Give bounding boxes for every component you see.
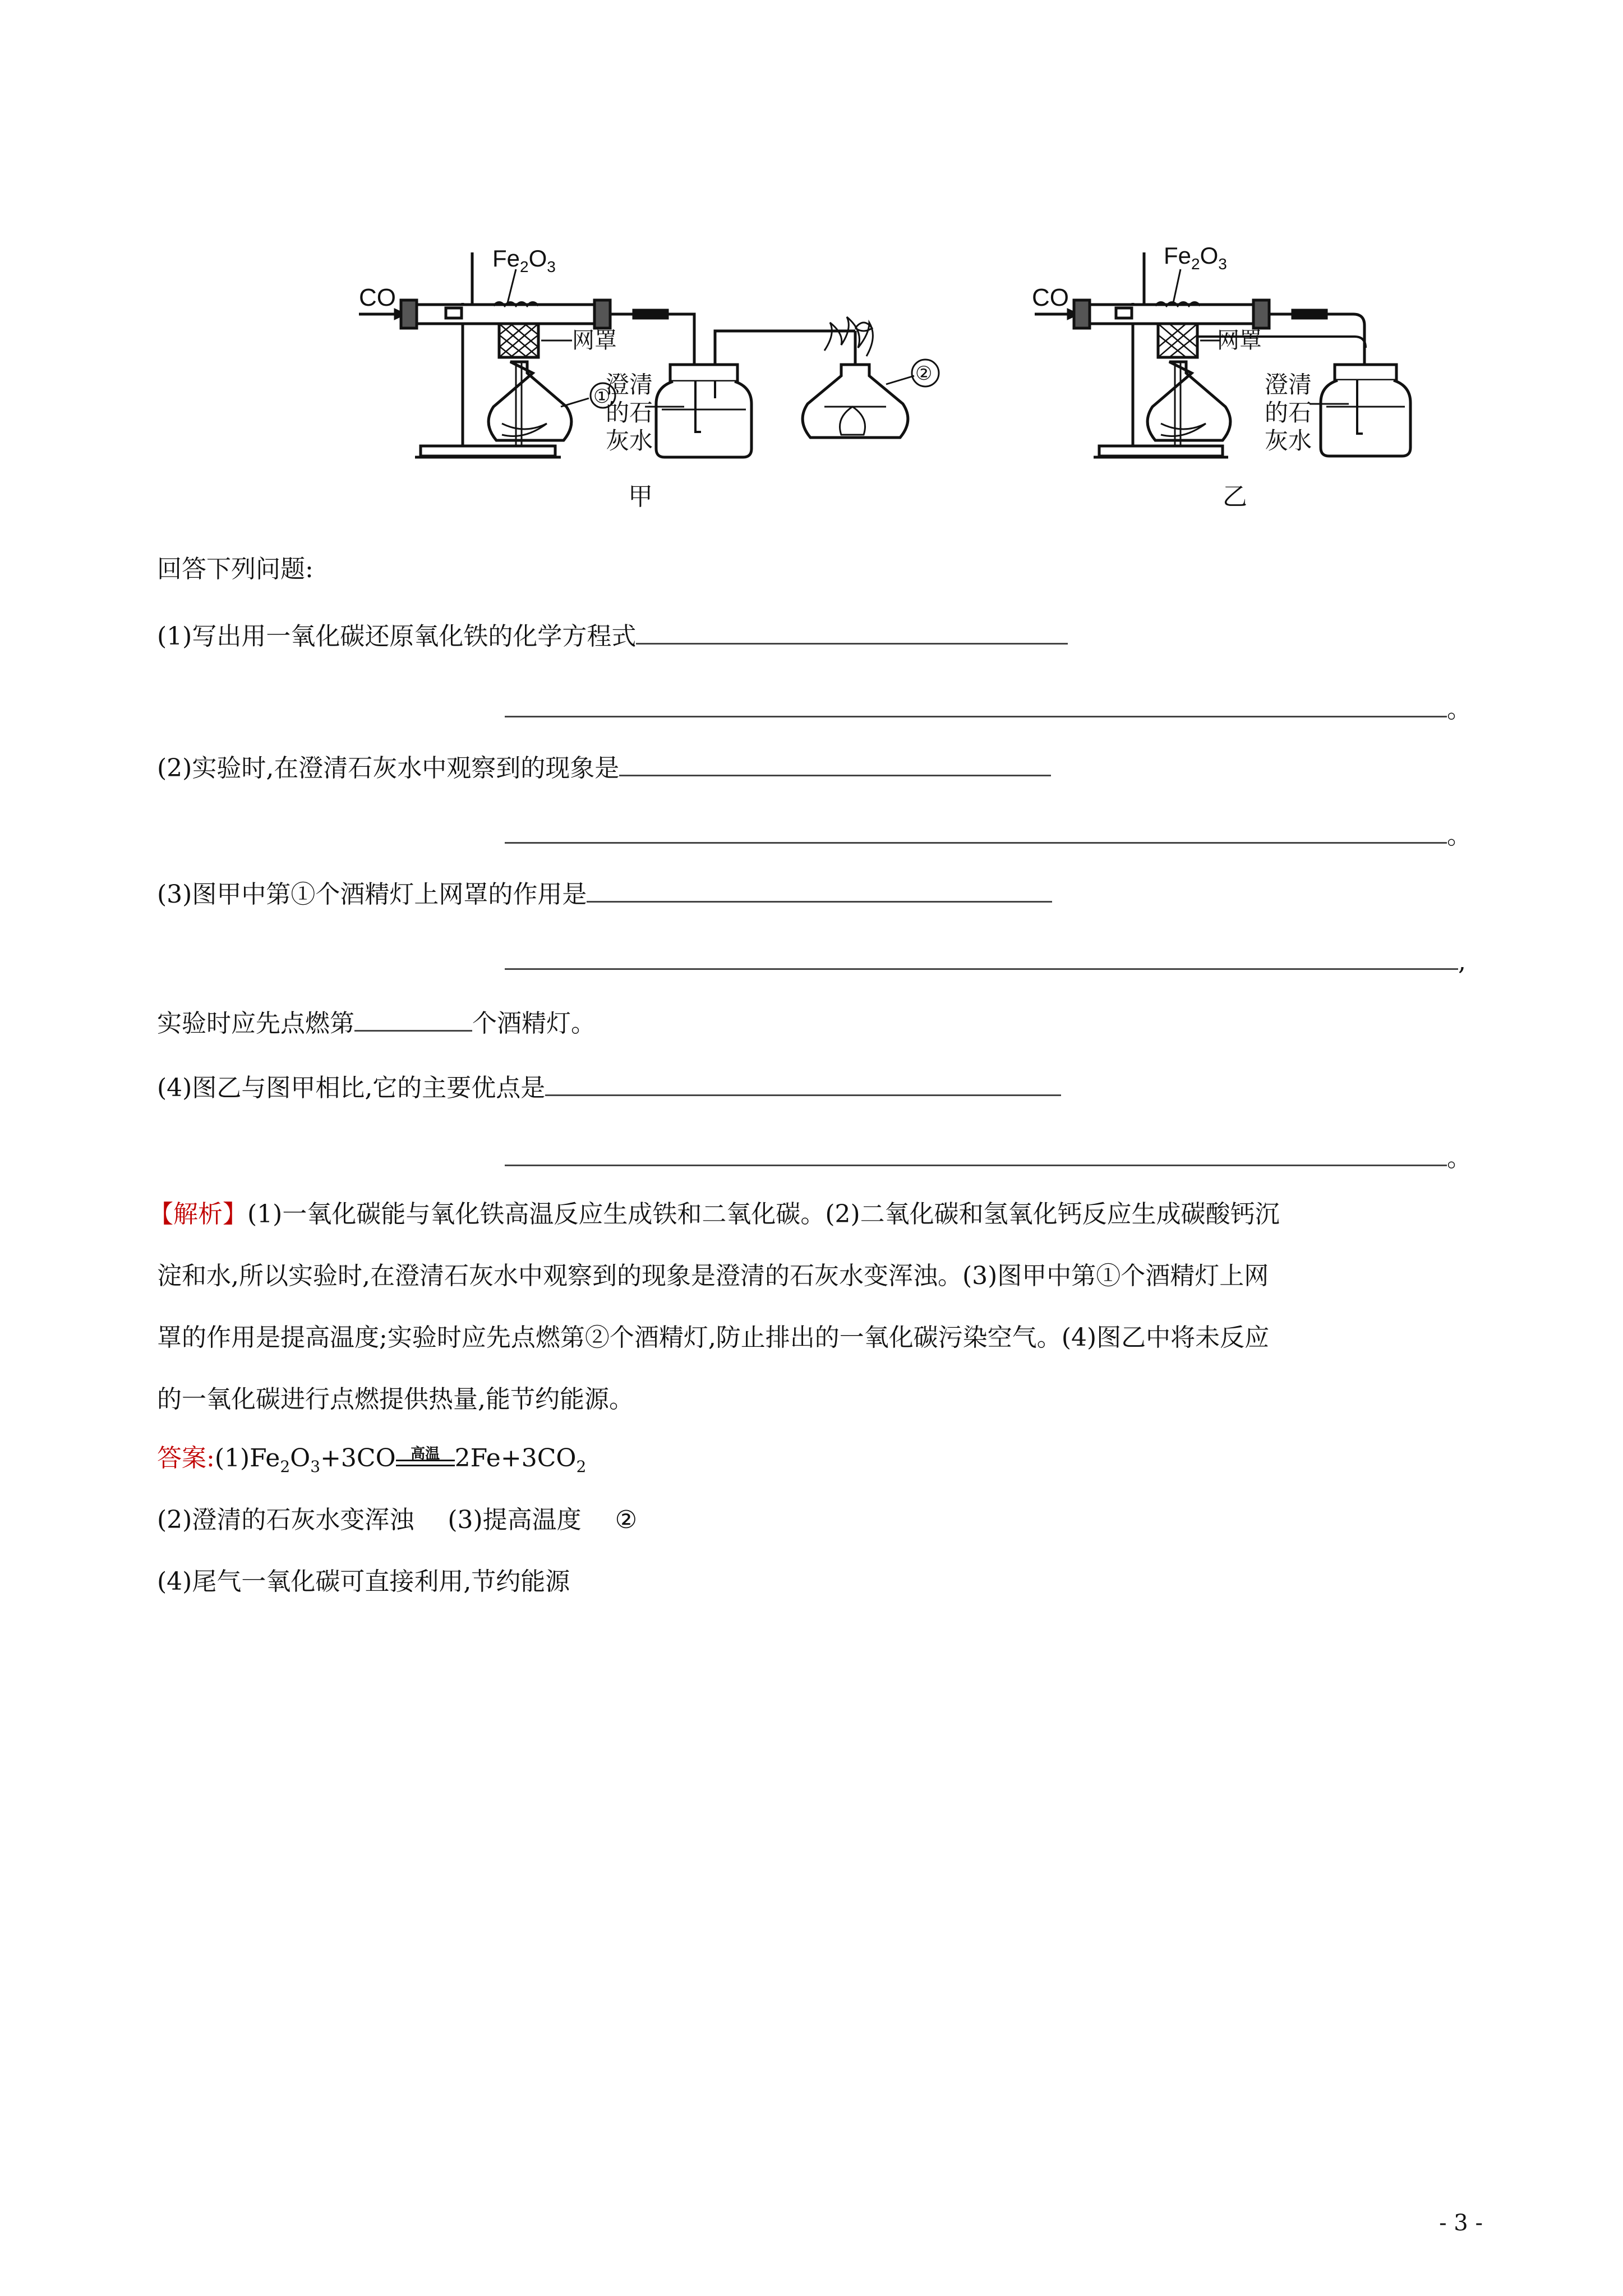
fe2o3-label-jia: $Fe_2O_3$ <box>492 245 556 275</box>
caption-yi: 乙 <box>1223 483 1247 510</box>
apparatus-jia <box>359 245 939 510</box>
caption-jia: 甲 <box>628 483 653 510</box>
gauze-label-yi: 网罩 <box>1217 328 1262 353</box>
question-3b-end: 个酒精灯。 <box>472 1009 596 1038</box>
limewater-label-jia-3: 灰水 <box>606 427 653 454</box>
answer-eq-sub2: 3 <box>310 1457 321 1476</box>
apparatus-yi <box>1032 242 1410 510</box>
question-2-text: (2)实验时,在澄清石灰水中观察到的现象是 <box>157 754 620 783</box>
co-label-jia: CO <box>359 284 396 311</box>
question-4-blank-2[interactable] <box>505 1139 1447 1166</box>
answer-eq-left: (1)Fe <box>214 1444 280 1473</box>
answer-eq-o: O <box>290 1444 311 1473</box>
question-3b-blank[interactable] <box>354 1004 472 1032</box>
question-2-blank-2[interactable] <box>505 816 1447 844</box>
gauze-label-jia: 网罩 <box>572 328 617 353</box>
analysis-line-2: 淀和水,所以实验时,在澄清石灰水中观察到的现象是澄清的石灰水变浑浊。(3)图甲中第①个酒精灯上网 <box>157 1262 1269 1290</box>
answer-tag: 答案: <box>157 1444 215 1473</box>
analysis-text-1: (1)一氧化碳能与氧化铁高温反应生成铁和二氧化碳。(2)二氧化碳和氢氧化钙反应生成碳酸钙沉 <box>247 1200 1280 1228</box>
question-3-text: (3)图甲中第①个酒精灯上网罩的作用是 <box>157 880 587 909</box>
question-1-period: 。 <box>1447 695 1472 724</box>
analysis-line-1 <box>149 1198 1280 1231</box>
lamp1-label: ① <box>593 386 611 407</box>
apparatus-figure <box>348 222 1458 519</box>
limewater-label-jia-2: 的石 <box>606 399 653 426</box>
question-1-continuation <box>505 690 1472 726</box>
question-4-continuation <box>505 1139 1472 1175</box>
questions-intro: 回答下列问题: <box>157 555 313 583</box>
answer-line-1 <box>157 1442 586 1484</box>
limewater-label-jia-1: 澄清 <box>606 371 653 398</box>
answer-eq-condition: 高温 <box>396 1445 455 1466</box>
answer-eq-sub1: 2 <box>280 1457 291 1476</box>
co-label-yi: CO <box>1032 284 1069 311</box>
page-number: - 3 - <box>1439 2210 1483 2236</box>
question-3 <box>157 875 1052 912</box>
question-4-blank[interactable] <box>545 1069 1061 1096</box>
limewater-label-yi-2: 的石 <box>1265 399 1312 426</box>
analysis-line-3: 罩的作用是提高温度;实验时应先点燃第②个酒精灯,防止排出的一氧化碳污染空气。(4)图乙中将未反应 <box>157 1323 1270 1352</box>
question-3-blank-2[interactable] <box>505 942 1458 970</box>
question-4 <box>157 1069 1061 1105</box>
question-2-blank[interactable] <box>619 749 1051 776</box>
question-3-blank[interactable] <box>587 875 1052 903</box>
question-1 <box>157 617 1068 654</box>
question-3b <box>157 1004 596 1041</box>
question-2-period: 。 <box>1447 821 1472 850</box>
fe2o3-label-yi: $Fe_2O_3$ <box>1164 242 1227 273</box>
answer-eq-sub3: 2 <box>576 1457 587 1476</box>
lamp2-label: ② <box>915 363 933 384</box>
question-3-comma: , <box>1458 947 1466 976</box>
question-1-blank-2[interactable] <box>505 690 1447 717</box>
question-4-period: 。 <box>1447 1144 1472 1172</box>
question-3-continuation <box>505 942 1466 979</box>
answer-3b: ② <box>615 1506 638 1534</box>
question-1-text: (1)写出用一氧化碳还原氧化铁的化学方程式 <box>157 622 637 651</box>
answer-eq-right: 2Fe+3CO <box>454 1444 577 1473</box>
answer-2: (2)澄清的石灰水变浑浊 <box>157 1506 414 1534</box>
question-4-text: (4)图乙与图甲相比,它的主要优点是 <box>157 1074 546 1102</box>
question-3b-text: 实验时应先点燃第 <box>157 1009 354 1038</box>
limewater-label-yi-1: 澄清 <box>1265 371 1312 398</box>
answer-eq-plus: +3CO <box>320 1444 396 1473</box>
question-2 <box>157 749 1051 785</box>
answer-3: (3)提高温度 <box>448 1506 582 1534</box>
analysis-line-4: 的一氧化碳进行点燃提供热量,能节约能源。 <box>157 1385 634 1414</box>
analysis-tag: 【解析】 <box>149 1200 247 1228</box>
answer-line-2 <box>157 1503 637 1537</box>
question-1-blank[interactable] <box>636 617 1068 645</box>
question-2-continuation <box>505 816 1472 853</box>
limewater-label-yi-3: 灰水 <box>1265 427 1312 454</box>
answer-line-3: (4)尾气一氧化碳可直接利用,节约能源 <box>157 1567 570 1596</box>
